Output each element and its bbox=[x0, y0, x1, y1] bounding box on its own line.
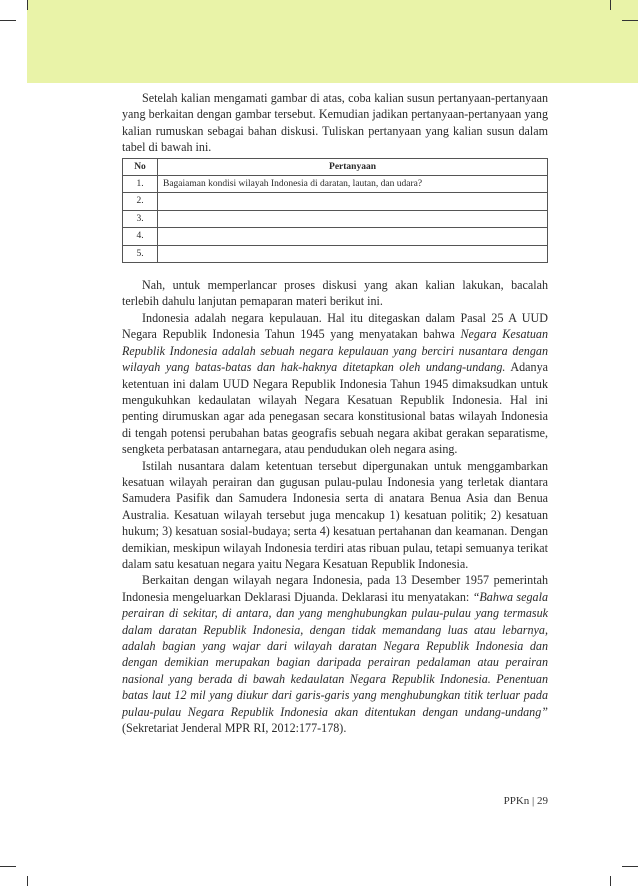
crop-mark-bottom-right-v bbox=[610, 876, 611, 886]
table-row bbox=[123, 210, 548, 227]
question-cell bbox=[158, 210, 548, 227]
question-cell bbox=[158, 228, 548, 245]
crop-mark-bottom-left-v bbox=[27, 876, 28, 886]
page-footer: PPKn | 29 bbox=[503, 795, 548, 807]
header-banner bbox=[27, 0, 638, 83]
paragraph-transition: Nah, untuk memperlancar proses diskusi yang akan kalian lakukan, bacalah terlebih dahulu lanjutan pemaparan materi berikut ini. bbox=[122, 278, 548, 309]
crop-mark-top-right-h bbox=[622, 20, 638, 21]
crop-mark-top-left-v bbox=[27, 0, 28, 10]
djuanda-quote: “Bahwa segala perairan di sekitar, di antara, dan yang menghubungkan pulau-pulau yang termasuk dalam daratan Republik Indonesia, dengan tidak memandang luas atau lebarnya, adalah bagian yang wajar dari wilayah daratan Negara Republik Indonesia dan dengan demikian merupakan bagian daripada perairan pedalaman atau perairan nasional yang berada di bawah kedaulatan Negara Republik Indonesia. Penentuan batas laut 12 mil yang diukur dari garis-garis yang menghubungkan titik terluar pada pulau-pulau Negara Republik Indonesia akan ditentukan dengan undang-undang” bbox=[122, 589, 549, 719]
row-number: 3. bbox=[123, 210, 158, 227]
table-row bbox=[123, 176, 548, 193]
intro-paragraph: Setelah kalian mengamati gambar di atas, coba kalian susun pertanyaan-pertanyaan yang berkaitan dengan gambar tersebut. Kemudian jadikan pertanyaan-pertanyaan yang kalian rumuskan sebagai bahan diskusi. Tuliskan pertanyaan yang kalian susun dalam tabel di bawah ini. bbox=[122, 91, 548, 155]
question-cell: Bagaiaman kondisi wilayah Indonesia di daratan, lautan, dan udara? bbox=[158, 176, 548, 193]
paragraph-text: Berkaitan dengan wilayah negara Indonesia, pada 13 Desember 1957 pemerintah Indonesia mengeluarkan Deklarasi Djuanda. Deklarasi itu menyatakan: bbox=[122, 573, 548, 604]
crop-mark-top-left-h bbox=[0, 20, 16, 21]
paragraph-nusantara: Istilah nusantara dalam ketentuan tersebut dipergunakan untuk menggambarkan kesatuan wilayah perairan dan gugusan pulau-pulau Indonesia yang terletak diantara Samudera Pasifik dan Samudera Indonesia serta di anatara Benua Asia dan Benua Australia. Kesatuan wilayah tersebut juga mencakup 1) kesatuan politik; 2) kesatuan hukum; 3) kesatuan sosial-budaya; serta 4) kesatuan pertahanan dan keamanan. Dengan demikian, meskipun wilayah Indonesia terdiri atas ribuan pulau, tetapi semuanya terikat dalam satu kesatuan negara yaitu Negara Kesatuan Republik Indonesia. bbox=[122, 458, 548, 571]
row-number: 5. bbox=[123, 245, 158, 262]
paragraph-archipelago bbox=[122, 310, 548, 458]
question-cell bbox=[158, 245, 548, 262]
crop-mark-bottom-left-h bbox=[0, 866, 16, 867]
paragraph-text: Adanya ketentuan ini dalam UUD Negara Republik Indonesia Tahun 1945 dimaksudkan untuk mengukuhkan kedaulatan wilayah Negara Kesatuan Republik Indonesia. Hal ini penting dirumuskan agar ada penegasan secara konstitusional batas wilayah Indonesia di tengah potensi perubahan batas geografis sebuah negara akibat gerakan separatisme, sengketa perbatasan antarnegara, atau pendudukan oleh negara asing. bbox=[122, 360, 548, 457]
crop-mark-top-right-v bbox=[610, 0, 611, 10]
citation: (Sekretariat Jenderal MPR RI, 2012:177-178). bbox=[122, 721, 347, 736]
paragraph-text: Indonesia adalah negara kepulauan. Hal itu ditegaskan dalam Pasal 25 A UUD Negara Republik Indonesia Tahun 1945 yang menyatakan bahwa bbox=[122, 310, 548, 342]
row-number: 4. bbox=[123, 228, 158, 245]
table-header-row bbox=[123, 158, 548, 175]
row-number: 2. bbox=[123, 193, 158, 210]
table-row bbox=[123, 245, 548, 262]
column-header-no: No bbox=[123, 158, 158, 175]
question-cell bbox=[158, 193, 548, 210]
questions-table bbox=[122, 158, 548, 263]
table-row bbox=[123, 228, 548, 245]
column-header-question: Pertanyaan bbox=[158, 158, 548, 175]
table-row bbox=[123, 193, 548, 210]
page-content bbox=[122, 90, 548, 736]
constitution-quote: Negara Kesatuan Republik Indonesia adalah sebuah negara kepulauan yang berciri nusantara dengan wilayah yang batas-batas dan hak-haknya ditetapkan oleh undang-undang. bbox=[122, 327, 548, 375]
paragraph-djuanda bbox=[122, 572, 548, 736]
row-number: 1. bbox=[123, 176, 158, 193]
crop-mark-bottom-right-h bbox=[622, 866, 638, 867]
